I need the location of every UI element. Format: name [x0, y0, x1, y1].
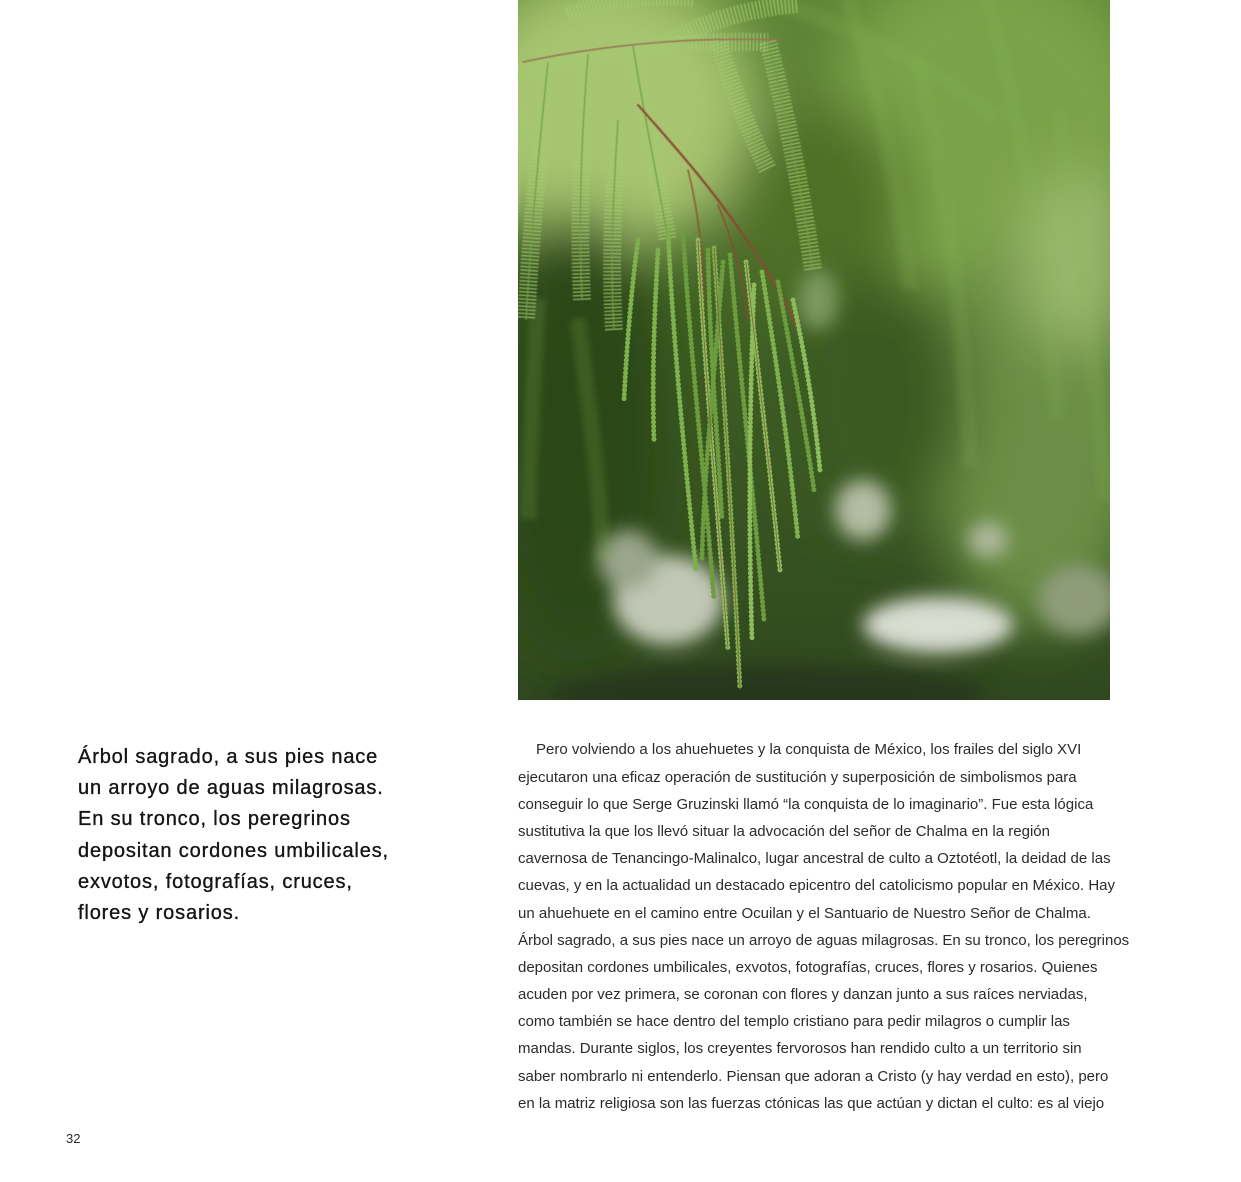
body-text-line: sustitutiva la que los llevó situar la advocación del señor de Chalma en la región [518, 822, 1050, 840]
pull-quote-line: un arroyo de aguas milagrosas. [78, 777, 384, 800]
photo-ahuehuete-foliage [518, 0, 1110, 700]
body-text-line: un ahuehuete en el camino entre Ocuilan y el Santuario de Nuestro Señor de Chalma. [518, 904, 1091, 922]
body-text-line: Árbol sagrado, a sus pies nace un arroyo de aguas milagrosas. En su tronco, los peregrinos [518, 931, 1130, 949]
pull-quote-line: flores y rosarios. [78, 901, 241, 924]
pull-quote-line: En su tronco, los peregrinos [78, 808, 351, 831]
pull-quote-line: Árbol sagrado, a sus pies nace [78, 746, 379, 768]
body-text-line: ejecutaron una eficaz operación de sustitución y superposición de simbolismos para [518, 768, 1077, 786]
pull-quote-line: depositan cordones umbilicales, [78, 839, 389, 862]
photo-illustration [518, 0, 1110, 700]
body-text-line: saber nombrarlo ni entenderlo. Piensan que adoran a Cristo (y hay verdad en esto), pero [518, 1067, 1109, 1085]
body-text-line: Pero volviendo a los ahuehuetes y la conquista de México, los frailes del siglo XVI [536, 741, 1082, 759]
body-text-line: mandas. Durante siglos, los creyentes fervorosos han rendido culto a un territorio sin [518, 1040, 1082, 1058]
body-text-line: depositan cordones umbilicales, exvotos, fotografías, cruces, flores y rosarios. Quienes [518, 958, 1098, 976]
body-text-line: cavernosa de Tenancingo-Malinalco, lugar ancestral de culto a Oztotéotl, la deidad de las [518, 850, 1111, 868]
body-text-line: como también se hace dentro del templo cristiano para pedir milagros o cumplir las [518, 1013, 1070, 1031]
body-text [518, 736, 1129, 1117]
bokeh-spot [968, 522, 1008, 558]
page-number: 32 [66, 1131, 81, 1146]
bokeh-spot [798, 270, 838, 330]
body-text-line: en la matriz religiosa son las fuerzas ctónicas las que actúan y dictan el culto: es al viejo [518, 1094, 1105, 1112]
pull-quote-line: exvotos, fotografías, cruces, [78, 870, 353, 893]
bokeh-spot [835, 480, 891, 540]
bokeh-spot [863, 597, 1013, 653]
body-text-line: cuevas, y en la actualidad un destacado epicentro del catolicismo popular en México. Hay [518, 877, 1116, 895]
pull-quote [78, 742, 389, 929]
body-text-line: acuden por vez primera, se coronan con flores y danzan junto a sus raíces nerviadas, [518, 986, 1088, 1004]
body-text-line: conseguir lo que Serge Gruzinski llamó “la conquista de lo imaginario”. Fue esta lógica [518, 795, 1094, 813]
